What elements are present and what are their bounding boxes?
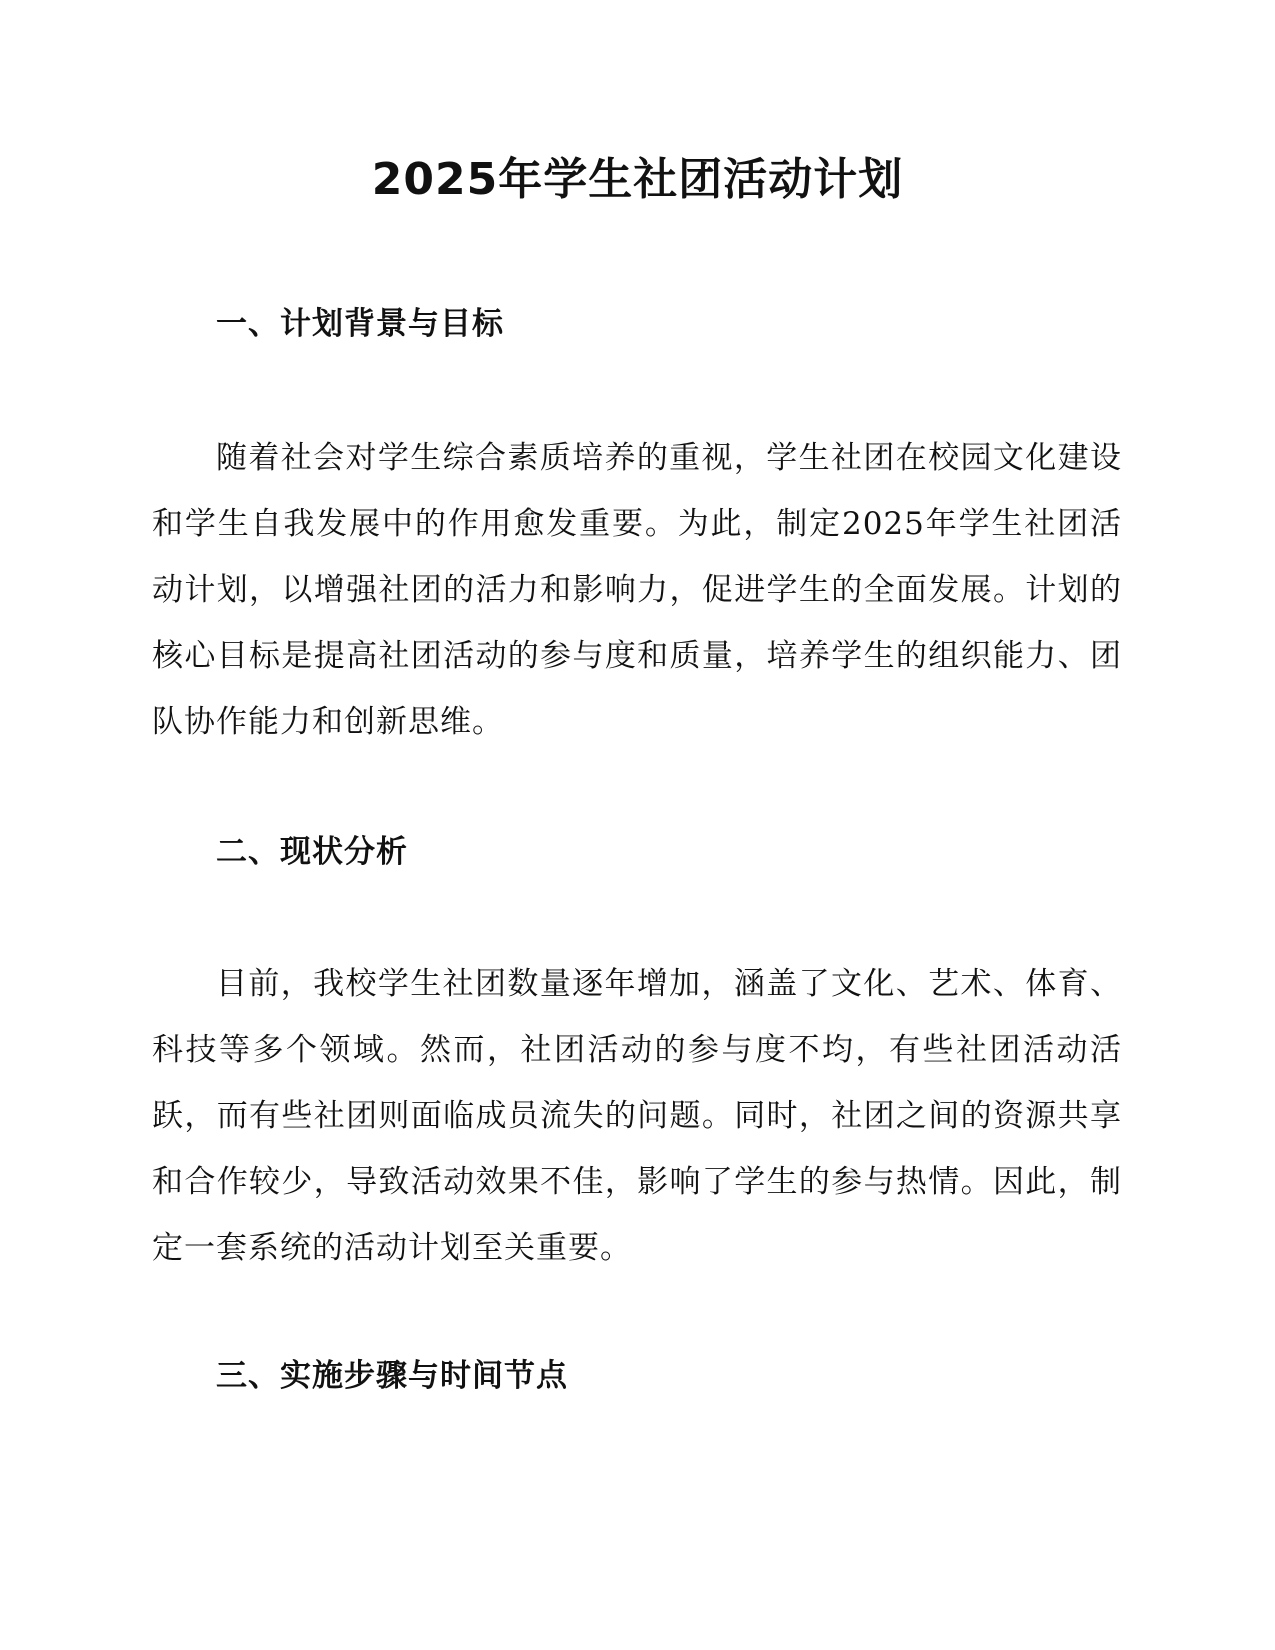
section-paragraph-status-analysis: 目前，我校学生社团数量逐年增加，涵盖了文化、艺术、体育、科技等多个领域。然而，社团活动的参与度不均，有些社团活动活跃，而有些社团则面临成员流失的问题。同时，社团之间的资源共享和合作较少，导致活动效果不佳，影响了学生的参与热情。因此，制定一套系统的活动计划至关重要。 [152, 966, 1122, 1266]
section-paragraph-background-goals: 随着社会对学生综合素质培养的重视，学生社团在校园文化建设和学生自我发展中的作用愈发重要。为此，制定2025年学生社团活动计划，以增强社团的活力和影响力，促进学生的全面发展。计划的核心目标是提高社团活动的参与度和质量，培养学生的组织能力、团队协作能力和创新思维。 [152, 440, 1122, 740]
section-heading-status-analysis: 二、现状分析 [216, 834, 408, 870]
section-heading-background-goals: 一、计划背景与目标 [216, 306, 504, 342]
document-title: 2025年学生社团活动计划 [371, 154, 904, 205]
section-heading-implementation-steps: 三、实施步骤与时间节点 [216, 1358, 568, 1394]
